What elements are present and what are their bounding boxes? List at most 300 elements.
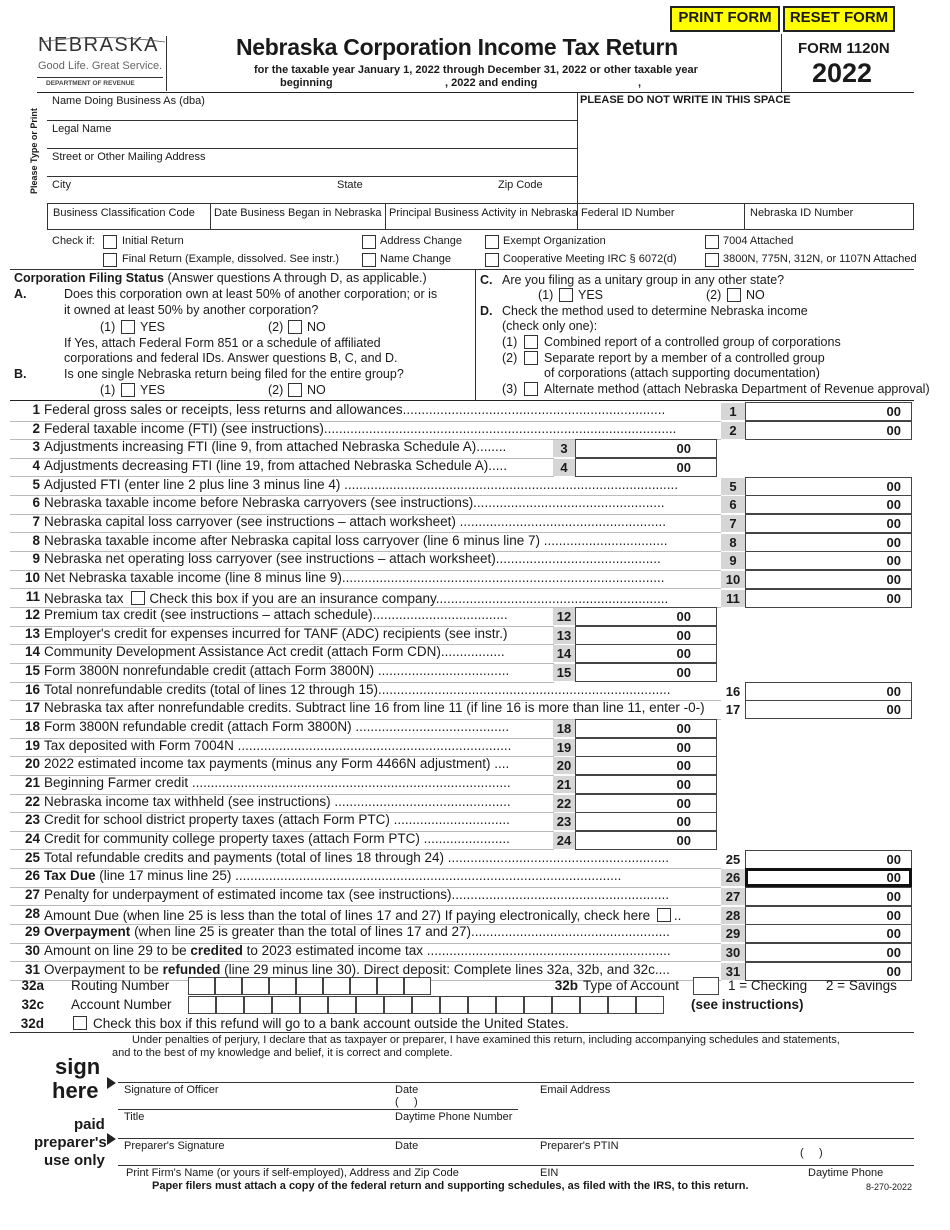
- line-6-desc: Nebraska taxable income before Nebraska carryovers (see instructions)...................................................: [44, 495, 665, 511]
- line-4-inner-cents: 00: [676, 459, 691, 475]
- line-2-number: 2: [32, 420, 40, 436]
- line-12-text: [44, 607, 508, 622]
- line-11-number: 11: [25, 588, 40, 604]
- sign-label: sign: [55, 1054, 101, 1079]
- line-11-desc: Check this box if you are an insurance company..............................................................: [149, 590, 669, 606]
- line-31-box-number: 31: [721, 963, 745, 980]
- line-12-desc: Premium tax credit (see instructions – attach schedule)....................................: [44, 607, 508, 623]
- account-digit-box[interactable]: [272, 996, 300, 1014]
- firm-name-label: Print Firm's Name (or yours if self-employed), Address and Zip Code: [126, 1167, 459, 1179]
- line-29-desc: (when line 25 is greater than the total of lines 17 and 27).....................................................: [134, 924, 670, 940]
- account-digit-box[interactable]: [636, 996, 664, 1014]
- line-6-box-number: 6: [721, 496, 745, 513]
- line-1-number: 1: [32, 402, 40, 417]
- line-15-desc: Form 3800N nonrefundable credit (attach Form 3800N) ...................................: [44, 663, 510, 679]
- line-9-desc: Nebraska net operating loss carryover (see instructions – attach worksheet)............................................: [44, 551, 661, 567]
- line-31-number: 31: [24, 961, 40, 977]
- question-d-opt1-label: Combined report of a controlled group of corporations: [544, 335, 841, 349]
- line-15-inner-amount[interactable]: [575, 663, 717, 682]
- line-30-box-number: 30: [721, 944, 745, 961]
- line-10-number: 10: [24, 569, 40, 585]
- line-18-inner-box-number: 18: [553, 720, 575, 737]
- line-3-number: 3: [32, 439, 40, 455]
- line-19-inner-box-number: 19: [553, 739, 575, 756]
- account-type-options: 1 = Checking 2 = Savings: [728, 978, 897, 993]
- logo-tagline: Good Life. Great Service.: [38, 60, 163, 72]
- preparer-date-label: Date: [395, 1140, 419, 1152]
- line-24-inner-box-number: 24: [553, 832, 575, 849]
- line-8-number: 8: [32, 532, 40, 548]
- line-26-label: Tax Due: [44, 868, 96, 884]
- account-digit-box[interactable]: [524, 996, 552, 1014]
- principal-activity-label: Principal Business Activity in Nebraska: [389, 207, 578, 219]
- line-21-number: 21: [24, 775, 40, 790]
- line-11-cents: 00: [886, 590, 901, 606]
- use-only-label: use only: [44, 1152, 105, 1169]
- line-3-text: [44, 439, 506, 454]
- state-label: State: [337, 179, 363, 191]
- preparer-arrow-icon: [107, 1133, 117, 1145]
- line-5-number: 5: [32, 476, 40, 492]
- name-change-checkbox[interactable]: [362, 253, 376, 267]
- line-13-number: 13: [24, 625, 40, 641]
- account-digit-box[interactable]: [244, 996, 272, 1014]
- question-b-no-checkbox[interactable]: [288, 383, 302, 397]
- question-c-label: C.: [480, 273, 493, 287]
- question-a-no-checkbox[interactable]: [288, 320, 302, 334]
- line-9-cents: 00: [886, 553, 901, 569]
- form-subtitle: for the taxable year January 1, 2022 through December 31, 2022 or other taxable year: [254, 64, 698, 76]
- line-14-inner-box-number: 14: [553, 645, 575, 662]
- reset-form-button[interactable]: RESET FORM: [783, 6, 895, 32]
- line-22-number: 22: [24, 793, 40, 809]
- footer-note: Paper filers must attach a copy of the federal return and supporting schedules, as filed with the IRS, to this return.: [152, 1180, 749, 1192]
- line-6-number: 6: [32, 495, 40, 511]
- line-10-box-number: 10: [721, 571, 745, 588]
- zip-label: Zip Code: [498, 179, 543, 191]
- line-12-number: 12: [24, 607, 40, 623]
- line-25-cents: 00: [886, 851, 901, 867]
- line-21-desc: Beginning Farmer credit .....................................................................................: [44, 775, 511, 790]
- question-b-text: Is one single Nebraska return being filed for the entire group?: [64, 367, 404, 381]
- federal-id-label: Federal ID Number: [581, 207, 675, 219]
- line-4-text: [44, 458, 507, 473]
- routing-digit-box[interactable]: [350, 977, 377, 995]
- final-return-checkbox[interactable]: [103, 253, 117, 267]
- routing-digit-box[interactable]: [269, 977, 296, 995]
- question-c-yes-label: YES: [578, 288, 604, 302]
- line-10-desc: Net Nebraska taxable income (line 8 minus line 9)......................................................................................: [44, 569, 665, 585]
- filing-status-note: (Answer questions A through D, as applicable.): [167, 271, 427, 285]
- line-30-desc: to 2023 estimated income tax .................................................................: [246, 942, 671, 958]
- logo-arc-icon: [40, 36, 165, 48]
- routing-digit-box[interactable]: [404, 977, 431, 995]
- line-8-text: [44, 533, 668, 548]
- line-30-emph: credited: [190, 942, 243, 958]
- line-16-text: [44, 682, 671, 697]
- line-1-cents: 00: [886, 404, 901, 419]
- logo-name: NEBRASKA: [38, 34, 159, 56]
- account-digit-box[interactable]: [188, 996, 216, 1014]
- line-5-box-number: 5: [721, 478, 745, 495]
- line-14-number: 14: [24, 644, 40, 660]
- line-7-desc: Nebraska capital loss carryover (see instructions – attach worksheet) .......................................................: [44, 513, 666, 529]
- final-return-label: Final Return (Example, dissolved. See instr.): [122, 253, 340, 265]
- line-17-cents: 00: [886, 702, 901, 718]
- line-10-text: [44, 570, 664, 585]
- question-d-text1: Check the method used to determine Nebraska income: [502, 304, 808, 318]
- label-comma: ,: [638, 77, 642, 89]
- question-b-no-label: NO: [307, 383, 326, 397]
- check-if-label: Check if:: [52, 235, 95, 247]
- question-d-opt3-label: Alternate method (attach Nebraska Department of Revenue approval): [544, 382, 930, 396]
- line-3-desc: Adjustments increasing FTI (line 9, from attached Nebraska Schedule A)........: [44, 439, 507, 455]
- exempt-org-checkbox[interactable]: [485, 235, 499, 249]
- line-29-cents: 00: [886, 926, 901, 942]
- paid-label: paid: [74, 1116, 105, 1133]
- daytime-phone-label: Daytime Phone Number: [395, 1111, 513, 1123]
- routing-digit-box[interactable]: [323, 977, 350, 995]
- line-16-cents: 00: [886, 683, 901, 699]
- account-digit-box[interactable]: [384, 996, 412, 1014]
- line-19-text: [44, 738, 511, 753]
- line-30-text: [44, 943, 671, 958]
- line-3-inner-box-number: 3: [553, 440, 575, 457]
- question-d-opt3-checkbox[interactable]: [524, 382, 538, 396]
- line-15-number: 15: [24, 663, 40, 679]
- ptin-label: Preparer's PTIN: [540, 1140, 619, 1152]
- line-14-text: [44, 644, 505, 659]
- form-7004-checkbox[interactable]: [705, 235, 719, 249]
- line-6-cents: 00: [886, 497, 901, 513]
- question-a-text4: corporations and federal IDs. Answer questions B, C, and D.: [64, 351, 398, 365]
- line-12-inner-amount[interactable]: [575, 607, 717, 626]
- insurance-company-checkbox[interactable]: [131, 591, 145, 605]
- initial-return-label: Initial Return: [122, 235, 184, 247]
- line-28-cents: 00: [886, 907, 901, 923]
- routing-digit-box[interactable]: [377, 977, 404, 995]
- line-4-inner-box-number: 4: [553, 459, 575, 476]
- question-a-yes-label: YES: [140, 320, 166, 334]
- line-23-inner-cents: 00: [676, 814, 691, 830]
- line-12-inner-cents: 00: [676, 609, 691, 625]
- line-24-desc: Credit for community college property taxes (attach Form PTC) .......................: [44, 830, 510, 846]
- line-14-desc: Community Development Assistance Act credit (attach Form CDN).................: [44, 644, 505, 660]
- line-29-text: [44, 924, 670, 939]
- form-7004-label: 7004 Attached: [723, 235, 794, 247]
- line-3-inner-cents: 00: [676, 441, 691, 457]
- line-23-desc: Credit for school district property taxes (attach Form PTC) ...............................: [44, 812, 510, 828]
- line-11-box-number: 11: [721, 590, 745, 607]
- question-c-no-label: NO: [746, 288, 765, 302]
- name-change-label: Name Change: [380, 253, 451, 265]
- line-25-text: [44, 850, 669, 865]
- line-24-number: 24: [24, 830, 40, 846]
- form-code: 8-270-2022: [866, 1182, 913, 1192]
- form-3800n-label: 3800N, 775N, 312N, or 1107N Attached: [723, 253, 917, 265]
- line-18-text: [44, 719, 509, 734]
- question-a-no-label: NO: [307, 320, 326, 334]
- line-27-box-number: 27: [721, 888, 745, 905]
- account-number-label: Account Number: [71, 997, 172, 1012]
- coop-meeting-checkbox[interactable]: [485, 253, 499, 267]
- line-4-number: 4: [32, 457, 40, 473]
- line-7-box-number: 7: [721, 515, 745, 532]
- line-17-desc: Nebraska tax after nonrefundable credits. Subtract line 16 from line 11 (if line 16 is more than line 11, enter -0-): [44, 700, 705, 716]
- line-4-inner-amount[interactable]: [575, 458, 717, 477]
- line-24-text: [44, 831, 510, 846]
- line-26-text: [44, 868, 621, 883]
- filing-status-title: Corporation Filing Status: [14, 271, 164, 285]
- line-1-desc: Federal gross sales or receipts, less returns and allowances......................................................................: [44, 402, 666, 417]
- question-a-text2: it owned at least 50% by another corporation?: [64, 303, 319, 317]
- line-29-number: 29: [24, 924, 40, 940]
- line-20-inner-cents: 00: [676, 758, 691, 774]
- account-digit-box[interactable]: [412, 996, 440, 1014]
- line-16-desc: Total nonrefundable credits (total of lines 12 through 15)..............................................................................: [44, 681, 671, 697]
- line-32a-number: 32a: [21, 978, 44, 993]
- line-22-desc: Nebraska income tax withheld (see instructions) ...............................................: [44, 793, 511, 809]
- street-label: Street or Other Mailing Address: [52, 151, 206, 163]
- preparer-daytime-phone-label: Daytime Phone: [808, 1167, 884, 1179]
- question-c-yes-checkbox[interactable]: [559, 288, 573, 302]
- line-9-text: [44, 551, 661, 566]
- question-d-opt1-checkbox[interactable]: [524, 335, 538, 349]
- question-a-no-num: (2): [268, 320, 284, 334]
- account-digit-box[interactable]: [328, 996, 356, 1014]
- line-25-desc: Total refundable credits and payments (total of lines 18 through 24) ...........................................................: [44, 849, 670, 865]
- line-4-desc: Adjustments decreasing FTI (line 19, from attached Nebraska Schedule A).....: [44, 457, 507, 473]
- label-beginning: beginning: [280, 77, 333, 89]
- line-13-text: [44, 626, 507, 641]
- line-26-number: 26: [24, 868, 40, 884]
- question-d-label: D.: [480, 304, 493, 318]
- foreign-account-checkbox[interactable]: [73, 1016, 87, 1030]
- initial-return-checkbox[interactable]: [103, 235, 117, 249]
- coop-meeting-label: Cooperative Meeting IRC § 6072(d): [503, 253, 677, 265]
- line-30-number: 30: [24, 942, 40, 958]
- line-7-number: 7: [32, 513, 40, 529]
- routing-digit-box[interactable]: [296, 977, 323, 995]
- line-23-inner-box-number: 23: [553, 813, 575, 830]
- line-28-desc: Amount Due (when line 25 is less than the total of lines 17 and 27) If paying electronically, check here: [44, 907, 651, 923]
- city-label: City: [52, 179, 71, 191]
- account-digit-box[interactable]: [300, 996, 328, 1014]
- line-8-cents: 00: [886, 534, 901, 550]
- line-27-cents: 00: [886, 888, 901, 904]
- question-d-text2: (check only one):: [502, 319, 598, 333]
- line-18-desc: Form 3800N refundable credit (attach Form 3800N) .........................................: [44, 719, 510, 735]
- question-d-opt3-num: (3): [502, 382, 518, 396]
- form-id: FORM 1120N: [798, 40, 890, 57]
- account-type-label: Type of Account: [583, 978, 680, 993]
- line-24-inner-amount[interactable]: [575, 831, 717, 850]
- line-3-inner-amount[interactable]: [575, 439, 717, 458]
- line-27-number: 27: [24, 886, 40, 902]
- line-12-inner-box-number: 12: [553, 608, 575, 625]
- question-d-opt2-checkbox[interactable]: [524, 351, 538, 365]
- line-13-inner-amount[interactable]: [575, 626, 717, 645]
- line-5-cents: 00: [886, 478, 901, 494]
- preparers-label: preparer's: [34, 1134, 107, 1151]
- line-31-label: Overpayment to be: [44, 961, 159, 977]
- account-type-input[interactable]: [693, 977, 719, 995]
- line-28-number: 28: [24, 905, 40, 921]
- line-22-inner-box-number: 22: [553, 795, 575, 812]
- line-31-text: [44, 962, 670, 977]
- sign-date-label: Date: [395, 1084, 419, 1096]
- line-21-text: [44, 775, 511, 790]
- question-b-no-num: (2): [268, 383, 284, 397]
- form-title: Nebraska Corporation Income Tax Return: [236, 34, 678, 60]
- line-7-text: [44, 514, 666, 529]
- side-label: Please Type or Print: [29, 108, 39, 194]
- line-1-text: [44, 402, 665, 417]
- line-24-inner-cents: 00: [676, 832, 691, 848]
- line-13-inner-cents: 00: [676, 627, 691, 643]
- question-b-yes-label: YES: [140, 383, 166, 397]
- question-c-no-checkbox[interactable]: [727, 288, 741, 302]
- line-15-inner-box-number: 15: [553, 664, 575, 681]
- title-label: Title: [124, 1111, 145, 1123]
- line-18-inner-amount[interactable]: [575, 719, 717, 738]
- account-digit-box[interactable]: [356, 996, 384, 1014]
- line-29-box-number: 29: [721, 925, 745, 942]
- line-32b-number: 32b: [554, 978, 578, 993]
- dba-label: Name Doing Business As (dba): [52, 95, 205, 107]
- here-label: here: [52, 1078, 99, 1103]
- line-19-inner-cents: 00: [676, 739, 691, 755]
- line-31-emph: refunded: [162, 961, 221, 977]
- question-a-text1: Does this corporation own at least 50% of another corporation; or is: [64, 287, 438, 301]
- address-change-label: Address Change: [380, 235, 462, 247]
- officer-signature-label: Signature of Officer: [124, 1084, 219, 1096]
- line-31-cents: 00: [886, 963, 901, 979]
- line-22-inner-amount[interactable]: [575, 794, 717, 813]
- form-3800n-checkbox[interactable]: [705, 253, 719, 267]
- line-19-inner-amount[interactable]: [575, 738, 717, 757]
- question-b-yes-checkbox[interactable]: [121, 383, 135, 397]
- account-digit-box[interactable]: [552, 996, 580, 1014]
- line-2-desc: Federal taxable income (FTI) (see instructions)..............................................................................................: [44, 420, 677, 436]
- line-22-text: [44, 794, 511, 809]
- line-28-dots: ..: [673, 907, 682, 923]
- line-26-box-number: 26: [721, 869, 745, 886]
- line-29-label: Overpayment: [44, 924, 131, 940]
- question-a-label: A.: [14, 287, 27, 301]
- account-digit-box[interactable]: [216, 996, 244, 1014]
- line-17-box-number: 17: [721, 701, 745, 718]
- line-28-text: [44, 906, 681, 923]
- line-20-number: 20: [24, 756, 40, 772]
- email-label: Email Address: [540, 1084, 611, 1096]
- routing-digit-box[interactable]: [242, 977, 269, 995]
- account-digit-box[interactable]: [496, 996, 524, 1014]
- question-c-text: Are you filing as a unitary group in any other state?: [502, 273, 785, 287]
- line-16-number: 16: [24, 681, 40, 697]
- line-1-box-number: 1: [721, 403, 745, 420]
- line-23-inner-amount[interactable]: [575, 812, 717, 831]
- line-20-inner-box-number: 20: [553, 757, 575, 774]
- question-d-opt2-label: Separate report by a member of a controlled group: [544, 351, 825, 365]
- question-d-opt1-num: (1): [502, 335, 518, 349]
- line-27-text: [44, 887, 669, 902]
- do-not-write-label: PLEASE DO NOT WRITE IN THIS SPACE: [580, 94, 791, 106]
- question-d-opt2-label2: of corporations (attach supporting documentation): [544, 366, 820, 380]
- line-28-box-number: 28: [721, 907, 745, 924]
- address-change-checkbox[interactable]: [362, 235, 376, 249]
- question-a-yes-checkbox[interactable]: [121, 320, 135, 334]
- question-c-no-num: (2): [706, 288, 722, 302]
- class-code-label: Business Classification Code: [53, 207, 195, 219]
- line-18-number: 18: [24, 719, 40, 735]
- line-21-inner-box-number: 21: [553, 776, 575, 793]
- question-b-label: B.: [14, 367, 27, 381]
- line-31-desc: (line 29 minus line 30). Direct deposit: Complete lines 32a, 32b, and 32c....: [224, 961, 670, 977]
- line-10-cents: 00: [886, 571, 901, 587]
- line-21-inner-cents: 00: [676, 777, 691, 792]
- preparer-signature-label: Preparer's Signature: [124, 1140, 225, 1152]
- routing-digit-box[interactable]: [188, 977, 215, 995]
- line-2-text: [44, 421, 676, 436]
- preparer-phone-paren: ( ): [800, 1147, 823, 1159]
- account-digit-box[interactable]: [580, 996, 608, 1014]
- perjury-line1: Under penalties of perjury, I declare that as taxpayer or preparer, I have examined this return, including accompanying schedules and statements,: [132, 1034, 840, 1046]
- question-d-opt2-num: (2): [502, 351, 518, 365]
- line-11-label: Nebraska tax: [44, 590, 124, 606]
- line-25-number: 25: [24, 849, 40, 865]
- line-14-inner-amount[interactable]: [575, 644, 717, 663]
- line-2-box-number: 2: [721, 422, 745, 439]
- line-18-inner-cents: 00: [676, 721, 691, 737]
- account-digit-box[interactable]: [468, 996, 496, 1014]
- filing-status-heading: [14, 271, 427, 285]
- account-digit-box[interactable]: [440, 996, 468, 1014]
- line-9-box-number: 9: [721, 552, 745, 569]
- see-instructions-note: (see instructions): [691, 997, 804, 1012]
- line-21-inner-amount[interactable]: [575, 775, 717, 794]
- line-7-cents: 00: [886, 515, 901, 531]
- line-15-text: [44, 663, 509, 678]
- logo-dept: DEPARTMENT OF REVENUE: [46, 80, 135, 87]
- line-20-inner-amount[interactable]: [575, 756, 717, 775]
- routing-digit-box[interactable]: [215, 977, 242, 995]
- line-22-inner-cents: 00: [676, 795, 691, 811]
- legal-name-label: Legal Name: [52, 123, 112, 135]
- foreign-account-label: Check this box if this refund will go to a bank account outside the United States.: [93, 1016, 569, 1031]
- line-9-number: 9: [32, 551, 40, 567]
- line-25-box-number: 25: [721, 851, 745, 868]
- pay-electronically-checkbox[interactable]: [657, 908, 671, 922]
- line-30-cents: 00: [886, 944, 901, 960]
- line-11-text: [44, 589, 668, 606]
- exempt-org-label: Exempt Organization: [503, 235, 606, 247]
- account-digit-box[interactable]: [608, 996, 636, 1014]
- perjury-line2: and to the best of my knowledge and belief, it is correct and complete.: [112, 1047, 453, 1059]
- line-8-box-number: 8: [721, 534, 745, 551]
- line-23-number: 23: [24, 812, 40, 828]
- line-16-box-number: 16: [721, 683, 745, 700]
- print-form-button[interactable]: PRINT FORM: [670, 6, 780, 32]
- line-20-text: [44, 756, 509, 771]
- routing-label: Routing Number: [71, 978, 170, 993]
- line-2-cents: 00: [886, 422, 901, 438]
- line-30-label: Amount on line 29 to be: [44, 942, 187, 958]
- line-13-desc: Employer's credit for expenses incurred for TANF (ADC) recipients (see instr.): [44, 625, 508, 641]
- label-and-ending: , 2022 and ending: [445, 77, 538, 89]
- line-15-inner-cents: 00: [676, 665, 691, 681]
- form-year: 2022: [812, 58, 873, 88]
